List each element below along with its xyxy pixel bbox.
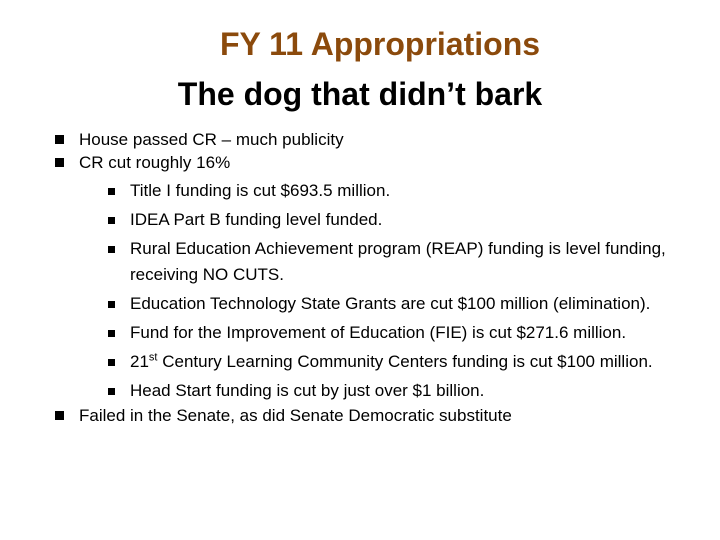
slide-subtitle: The dog that didn’t bark	[177, 76, 543, 112]
list-item-text: House passed CR – much publicity	[79, 130, 344, 149]
sub-list-item-rest: Century Learning Community Centers funding is cut $100 million.	[157, 352, 653, 371]
list-item	[79, 405, 512, 427]
square-bullet-icon	[108, 359, 115, 366]
sub-list-item-continuation	[130, 264, 284, 286]
sub-list-item-text: Rural Education Achievement program (REAP) funding is level funding,	[130, 239, 666, 258]
bullet-icon	[55, 158, 64, 167]
sub-list-item-text: IDEA Part B funding level funded.	[130, 210, 383, 229]
square-bullet-icon	[108, 301, 115, 308]
sub-list-item	[130, 293, 650, 315]
square-bullet-icon	[108, 388, 115, 395]
list-item	[79, 152, 230, 174]
sub-list-item-text: Title I funding is cut $693.5 million.	[130, 181, 391, 200]
sub-list-item	[130, 380, 484, 402]
ordinal-number: 21	[130, 352, 149, 371]
sub-list-item	[130, 209, 382, 231]
square-bullet-icon	[108, 188, 115, 195]
square-bullet-icon	[108, 217, 115, 224]
sub-list-item	[130, 180, 390, 202]
sub-list-item-text: Head Start funding is cut by just over $1 billion.	[130, 381, 485, 400]
sub-list-item-text: Education Technology State Grants are cut $100 million (elimination).	[130, 294, 651, 313]
square-bullet-icon	[108, 246, 115, 253]
sub-list-item-text	[130, 352, 653, 371]
bullet-icon	[55, 411, 64, 420]
sub-list-item	[130, 238, 666, 260]
list-item-text: CR cut roughly 16%	[79, 153, 231, 172]
slide-title: FY 11 Appropriations	[219, 26, 541, 62]
sub-list-item-text: receiving NO CUTS.	[130, 265, 284, 284]
list-item-text: Failed in the Senate, as did Senate Democratic substitute	[79, 406, 512, 425]
sub-list-item	[130, 351, 653, 373]
ordinal-suffix: st	[148, 351, 158, 364]
sub-list-item-text: Fund for the Improvement of Education (FIE) is cut $271.6 million.	[130, 323, 627, 342]
bullet-icon	[55, 135, 64, 144]
sub-list-item	[130, 322, 626, 344]
square-bullet-icon	[108, 330, 115, 337]
list-item	[79, 129, 344, 151]
